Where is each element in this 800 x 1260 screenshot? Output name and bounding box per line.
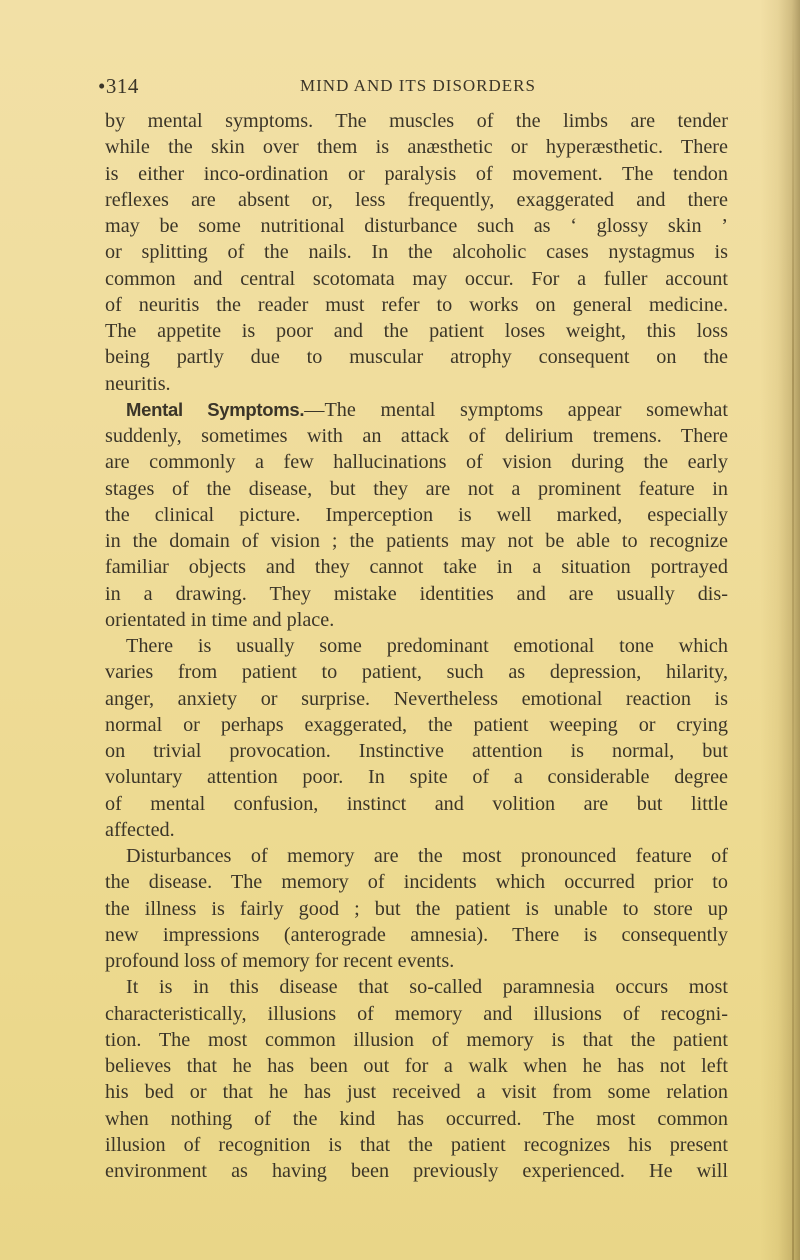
text-line: of neuritis the reader must refer to works on general medicine.	[105, 293, 728, 316]
text-line: are commonly a few hallucinations of vision during the early	[105, 451, 728, 474]
text-line: is either inco-ordination or paralysis of movement. The tendon	[105, 162, 728, 185]
text-line: characteristically, illusions of memory and illusions of recogni-	[105, 1002, 728, 1025]
text-line: or splitting of the nails. In the alcoholic cases nystagmus is	[105, 241, 728, 264]
text-line: when nothing of the kind has occurred. The most common	[105, 1107, 728, 1130]
text-line: affected.	[105, 818, 175, 841]
text-line: tion. The most common illusion of memory is that the patient	[105, 1028, 728, 1051]
text-line: anger, anxiety or surprise. Nevertheless emotional reaction is	[105, 687, 728, 710]
text-line: in a drawing. They mistake identities and are usually dis-	[105, 582, 728, 605]
text-line: varies from patient to patient, such as depression, hilarity,	[105, 661, 728, 684]
text-line: stages of the disease, but they are not a prominent feature in	[105, 477, 728, 500]
text-line: profound loss of memory for recent events.	[105, 950, 455, 972]
text-line: orientated in time and place.	[105, 608, 335, 631]
text-line: suddenly, sometimes with an attack of delirium tremens. There	[105, 425, 728, 447]
text-line: reflexes are absent or, less frequently, exaggerated and there	[105, 188, 728, 211]
text-line: his bed or that he has just received a visit from some relation	[105, 1081, 728, 1104]
text-line: on trivial provocation. Instinctive attention is normal, but	[105, 740, 728, 762]
text-line: The appetite is poor and the patient loses weight, this loss	[105, 320, 728, 342]
text-line: illusion of recognition is that the patient recognizes his present	[105, 1133, 728, 1156]
text-line: being partly due to muscular atrophy consequent on the	[105, 346, 728, 369]
running-header	[98, 74, 728, 102]
section-heading-line	[105, 397, 728, 423]
text-line: the disease. The memory of incidents which occurred prior to	[105, 871, 728, 894]
page-edge-shadow	[760, 0, 800, 1260]
text-line: of mental confusion, instinct and volition are but little	[105, 792, 728, 815]
body-text	[105, 108, 728, 1184]
text-line: There is usually some predominant emotional tone which	[126, 635, 728, 657]
page-number: •314	[98, 74, 139, 98]
text-line: environment as having been previously experienced. He will	[105, 1160, 728, 1182]
text-line: in the domain of vision ; the patients may not be able to recognize	[105, 530, 728, 552]
text-line: may be some nutritional disturbance such as ‘ glossy skin ’	[105, 215, 728, 237]
text-line: believes that he has been out for a walk when he has not left	[105, 1055, 728, 1077]
text-line: new impressions (anterograde amnesia). There is consequently	[105, 923, 728, 946]
text-line: by mental symptoms. The muscles of the limbs are tender	[105, 110, 728, 132]
text-line: neuritis.	[105, 372, 171, 395]
text-line: common and central scotomata may occur. For a fuller account	[105, 267, 728, 290]
page-binding-line	[792, 0, 794, 1260]
section-heading: Mental Symptoms.	[126, 398, 305, 420]
text-line: the clinical picture. Imperception is well marked, especially	[105, 503, 728, 526]
text-line: while the skin over them is anæsthetic or hyperæsthetic. There	[105, 136, 728, 159]
text-line: It is in this disease that so-called paramnesia occurs most	[126, 976, 728, 999]
text-line: familiar objects and they cannot take in a situation portrayed	[105, 556, 728, 579]
running-title: MIND AND ITS DISORDERS	[300, 76, 536, 95]
heading-continuation: —The mental symptoms appear somewhat	[304, 398, 728, 421]
text-line: the illness is fairly good ; but the patient is unable to store up	[105, 897, 728, 920]
text-line: voluntary attention poor. In spite of a considerable degree	[105, 766, 728, 789]
text-line: Disturbances of memory are the most pronounced feature of	[126, 845, 728, 867]
text-line: normal or perhaps exaggerated, the patient weeping or crying	[105, 713, 728, 736]
